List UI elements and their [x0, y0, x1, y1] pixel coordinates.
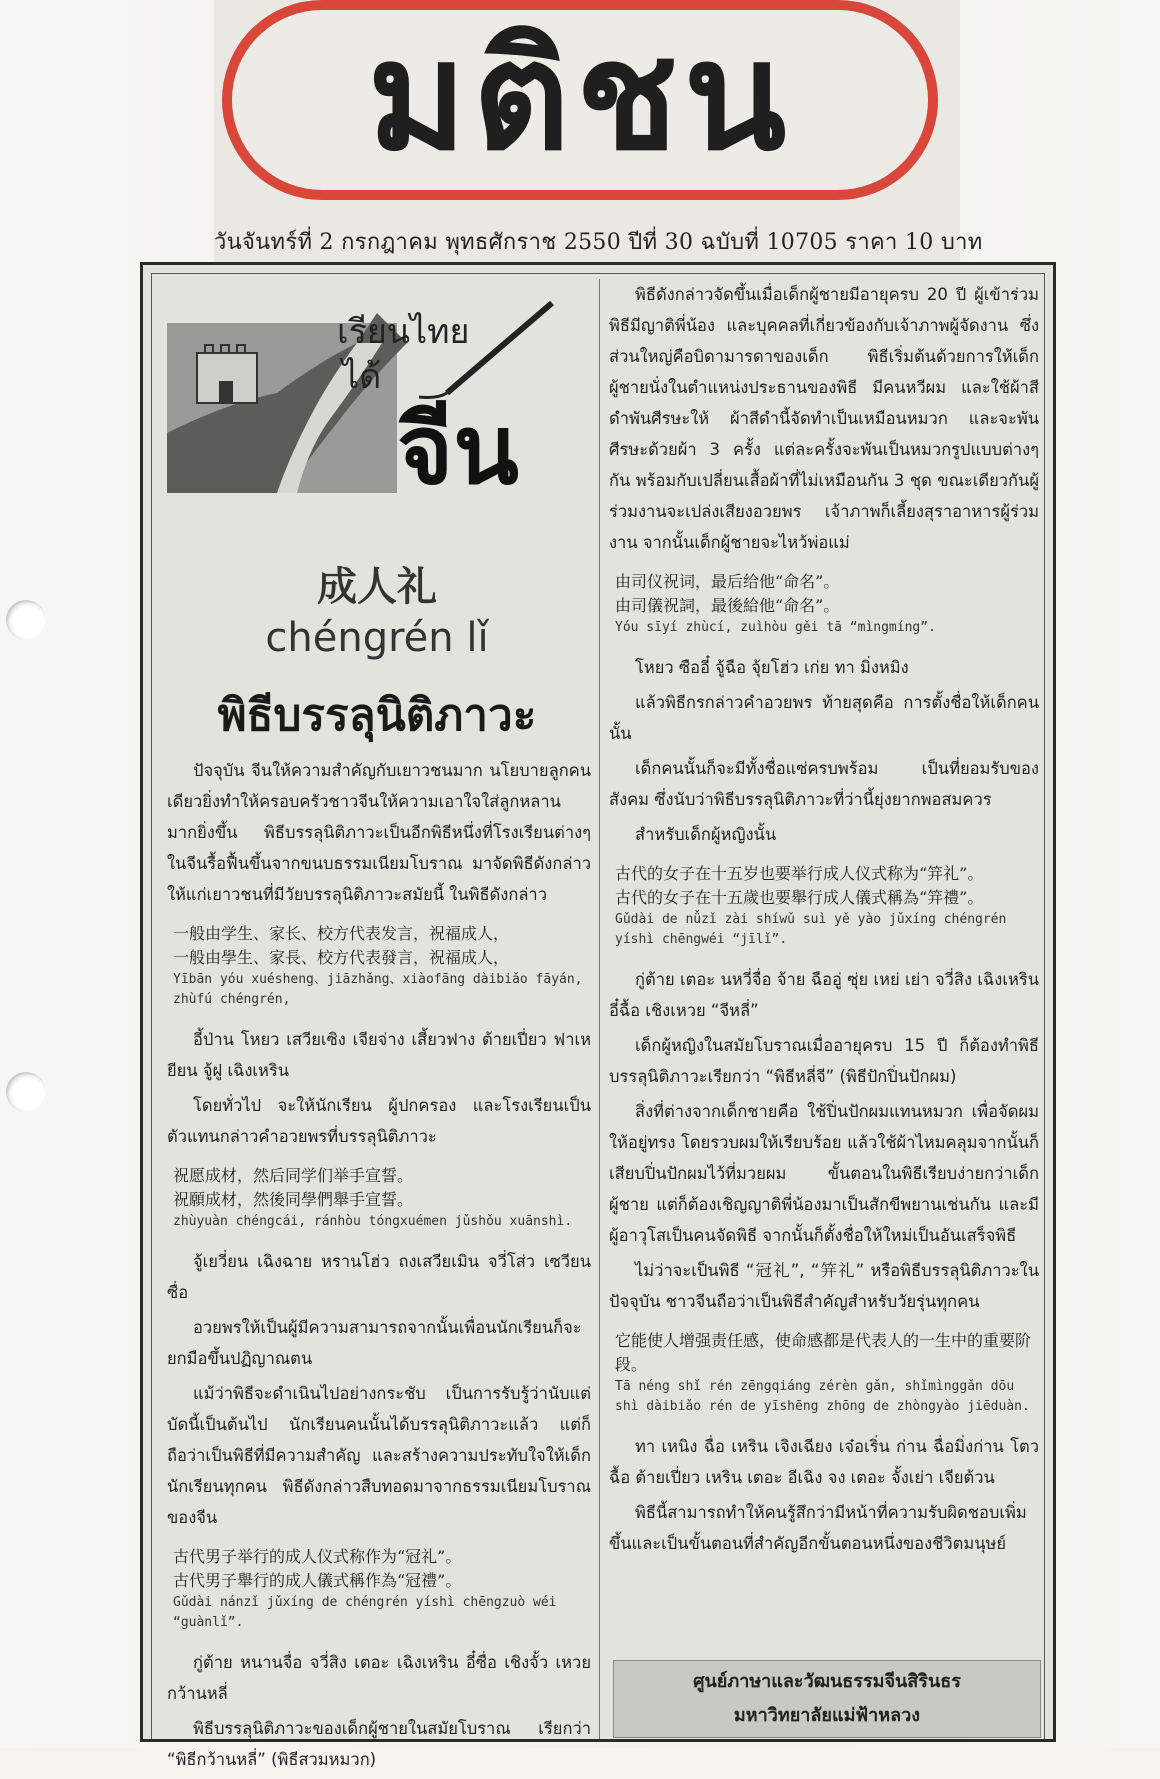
- left-body: [167, 755, 591, 1779]
- right-chinese-block-1: [615, 570, 1039, 638]
- right-paragraph-8: สิ่งที่ต่างจากเด็กชายคือ ใช้ปิ่นปักผมแทนหมวก เพื่อจัดผมให้อยู่ทรง โดยรวบผมให้เรียบร้อย แล้วใช้ผ้าไหมคลุมจากนั้นก็เสียบปิ่นปักผมไว้ที่มวยผม ขั้นตอนในพิธีเรียบง่ายกว่าเด็กผู้ชาย แต่ก็ต้องเชิญญาติพี่น้องมาเป็นสักขีพยานเช่นกัน และมีผู้อาวุโสเป็นคนจัดพิธี จากนั้นก็ตั้งชื่อให้ใหม่เป็นอันเสร็จพิธี: [609, 1102, 1039, 1245]
- chinese-simplified: 古代男子举行的成人仪式称作为“冠礼”。: [173, 1547, 462, 1566]
- tower-door: [219, 381, 233, 403]
- left-chinese-block-3: [173, 1545, 591, 1633]
- article-box: [140, 262, 1056, 1769]
- badge-line2: ได้: [342, 357, 382, 397]
- pinyin-line: Gǔdài nánzǐ jǔxíng de chéngrén yíshì chēngzuò wéi “guànlǐ”.: [173, 1595, 557, 1630]
- binder-hole-top: [6, 600, 46, 640]
- right-paragraph-10: ทา เหนิง ฉื่อ เหริน เจิงเฉียง เจ๋อเริ่น ก่าน ฉื่อมิ่งก่าน โตว ฉื้อ ต้ายเปี่ยว เหริน เตอะ อีเฉิง จง เตอะ จั้งเย่า เจียต้วน: [609, 1437, 1039, 1487]
- left-paragraph-7: กู่ต้าย หนานจื่อ จวี่สิง เตอะ เฉิงเหริน อี๋ซื่อ เชิงจั้ว เหวย กว้านหลี่: [167, 1653, 591, 1703]
- right-paragraph-1: พิธีดังกล่าวจัดขึ้นเมื่อเด็กผู้ชายมีอายุครบ 20 ปี ผู้เข้าร่วมพิธีมีญาติพี่น้อง และบุคคลที่เกี่ยวข้องกับเจ้าภาพผู้จัดงาน ซึ่งส่วนใหญ่คือบิดามารดาของเด็ก พิธีเริ่มต้นด้วยการให้เด็กผู้ชายนั่งในตำแหน่งประธานของพิธี มีคนหวีผม และใช้ผ้าสีดำพันศีรษะให้ ผ้าสีดำนี้จัดทำเป็นเหมือนหมวก และจะพันศีรษะด้วยผ้า 3 ครั้ง แต่ละครั้งจะพันเป็นหมวกรูปแบบต่างๆ กัน พร้อมกับเปลี่ยนเสื้อผ้าที่ไม่เหมือนกัน 3 ชุด ขณะเดียวกันผู้ร่วมงานจะเปล่งเสียงอวยพร เจ้าภาพก็เลี้ยงสุราอาหารผู้ร่วมงาน จากนั้นเด็กผู้ชายจะไหว้พ่อแม่: [609, 285, 1039, 552]
- newspaper-logo: มติชน: [367, 10, 793, 184]
- credit-line-2: มหาวิทยาลัยแม่ฟ้าหลวง: [733, 1705, 921, 1726]
- headline-thai: พิธีบรรลุนิติภาวะ: [217, 690, 537, 741]
- chinese-simplified: 祝愿成材，然后同学们举手宣誓。: [173, 1166, 414, 1185]
- badge-line1: เรียนไทย: [337, 312, 470, 352]
- pinyin-line: Yībān yóu xuésheng、jiāzhǎng、xiàofāng dàibiǎo fāyán, zhùfú chéngrén,: [173, 972, 583, 1007]
- right-paragraph-3: แล้วพิธีกรกล่าวคำอวยพร ท้ายสุดคือ การตั้งชื่อให้เด็กคนนั้น: [609, 693, 1039, 743]
- right-paragraph-11: พิธีนี้สามารถทำให้คนรู้สึกว่ามีหน้าที่ความรับผิดชอบเพิ่มขึ้นและเป็นขั้นตอนที่สำคัญอีกขั้นตอนหนึ่งของชีวิตมนุษย์: [609, 1503, 1027, 1553]
- right-paragraph-5: สำหรับเด็กผู้หญิงนั้น: [635, 825, 777, 844]
- right-paragraph-6: กู่ต้าย เตอะ นหวี่จื่อ จ้าย ฉืออู่ ซุ่ย เหย่ เย่า จวี่สิง เฉิงเหริน อี๋ฉื้อ เชิงเหวย “จีหลี่”: [609, 970, 1039, 1020]
- left-paragraph-2: อี้ป่าน โหยว เสวียเซิง เจียจ่าง เสี้ยวฟาง ต้ายเปี่ยว ฟาเหยียน จู้ฝู เฉิงเหริน: [167, 1030, 591, 1080]
- pinyin-line: Yóu sīyí zhùcí, zuìhòu gěi tā “mìngmíng”.: [615, 620, 936, 635]
- column-divider: [599, 279, 600, 1739]
- binder-hole-bottom: [6, 1072, 46, 1112]
- chinese-traditional: 一般由學生、家長、校方代表發言，祝福成人，: [173, 948, 510, 967]
- pinyin-line: Tā néng shǐ rén zēngqiáng zérèn gǎn, shǐmìnggǎn dōu shì dàibiǎo rén de yīshēng zhōng de zhòngyào jiēduàn.: [615, 1379, 1030, 1414]
- right-chinese-block-2: [615, 862, 1039, 950]
- pinyin-line: zhùyuàn chéngcái, ránhòu tóngxuémen jǔshǒu xuānshì.: [173, 1214, 573, 1229]
- headline-pinyin: chéngrén lǐ: [265, 615, 489, 661]
- right-chinese-block-3: [615, 1329, 1039, 1417]
- chinese-simplified: 一般由学生、家长、校方代表发言，祝福成人，: [173, 924, 510, 943]
- chinese-traditional: 祝願成材，然後同學們舉手宣誓。: [173, 1190, 414, 1209]
- left-chinese-block-2: [173, 1164, 591, 1232]
- great-wall-illustration: [167, 283, 587, 493]
- left-paragraph-6: แม้ว่าพิธีจะดำเนินไปอย่างกระชับ เป็นการรับรู้ว่านับแต่บัดนี้เป็นต้นไป นักเรียนคนนั้นได้บรรลุนิติภาวะแล้ว แต่ก็ถือว่าเป็นพิธีที่มีความสำคัญ และสร้างความประทับใจให้เด็กนักเรียนทุกคน พิธีดังกล่าวสืบทอดมาจากธรรมเนียมโบราณของจีน: [167, 1384, 591, 1527]
- left-paragraph-1: ปัจจุบัน จีนให้ความสำคัญกับเยาวชนมาก นโยบายลูกคนเดียวยิ่งทำให้ครอบครัวชาวจีนให้ความเอาใจใส่ลูกหลานมากยิ่งขึ้น พิธีบรรลุนิติภาวะเป็นอีกพิธีหนึ่งที่โรงเรียนต่างๆ ในจีนรื้อฟื้นขึ้นจากขนบธรรมเนียมโบราณ มาจัดพิธีดังกล่าวให้แก่เยาวชนที่มีวัยบรรลุนิติภาวะสมัยนี้ ในพิธีดังกล่าว: [167, 761, 591, 904]
- left-paragraph-8: พิธีบรรลุนิติภาวะของเด็กผู้ชายในสมัยโบราณ เรียกว่า “พิธีกว้านหลี่” (พิธีสวมหมวก): [167, 1719, 591, 1769]
- right-paragraph-4: เด็กคนนั้นก็จะมีทั้งชื่อแซ่ครบพร้อม เป็นที่ยอมรับของสังคม ซึ่งนับว่าพิธีบรรลุนิติภาวะที่ว่านี้ยุ่งยากพอสมควร: [609, 759, 1039, 809]
- left-paragraph-4: จู้เยวี่ยน เฉิงฉาย หรานโฮ่ว ถงเสวียเมิน จวี่โส่ว เซวียนซื่อ: [167, 1252, 591, 1302]
- badge-line3: จีน: [397, 394, 519, 493]
- left-chinese-block-1: [173, 922, 591, 1010]
- chinese-simplified: 由司仪祝词，最后给他“命名”。: [615, 572, 840, 591]
- right-paragraph-9: ไม่ว่าจะเป็นพิธี “冠礼”, “笄礼” หรือพิธีบรรลุนิติภาวะในปัจจุบัน ชาวจีนถือว่าเป็นพิธีสำคัญสำหรับวัยรุ่นทุกคน: [609, 1261, 1039, 1311]
- dateline: วันจันทร์ที่ 2 กรกฎาคม พุทธศักราช 2550 ปีที่ 30 ฉบับที่ 10705 ราคา 10 บาท: [214, 230, 983, 255]
- right-body: [609, 279, 1039, 1563]
- chinese-traditional: 古代的女子在十五歲也要舉行成人儀式稱為“笄禮”。: [615, 888, 984, 907]
- credit-box: [613, 1660, 1041, 1738]
- chinese-traditional: 古代男子舉行的成人儀式稱作為“冠禮”。: [173, 1571, 462, 1590]
- right-paragraph-2: โหยว ซืออี๋ จู้ฉือ จุ้ยโฮ่ว เก่ย ทา มิ่งหมิง: [635, 658, 909, 677]
- left-paragraph-5: อวยพรให้เป็นผู้มีความสามารถจากนั้นเพื่อนนักเรียนก็จะยกมือขึ้นปฏิญาณตน: [167, 1318, 582, 1368]
- headline-chinese: 成人礼: [317, 563, 437, 610]
- pinyin-line: Gǔdài de nǚzǐ zài shíwǔ suì yě yào jǔxíng chéngrén yíshì chēngwéi “jīlǐ”.: [615, 912, 1007, 947]
- chinese-simplified: 古代的女子在十五岁也要举行成人仪式称为“笄礼”。: [615, 864, 984, 883]
- credit-line-1: ศูนย์ภาษาและวัฒนธรรมจีนสิรินธร: [693, 1671, 961, 1692]
- logo-frame: [222, 0, 938, 200]
- chinese-traditional: 由司儀祝詞，最後給他“命名”。: [615, 596, 840, 615]
- masthead: [214, 0, 983, 262]
- right-paragraph-7: เด็กผู้หญิงในสมัยโบราณเมื่ออายุครบ 15 ปี ก็ต้องทำพิธีบรรลุนิติภาวะเรียกว่า “พิธีหลี่จี” (พิธีปักปิ่นปักผม): [609, 1036, 1039, 1086]
- chinese-simplified: 它能使人增强责任感，使命感都是代表人的一生中的重要阶段。: [615, 1331, 1032, 1374]
- left-paragraph-3: โดยทั่วไป จะให้นักเรียน ผู้ปกครอง และโรงเรียนเป็นตัวแทนกล่าวคำอวยพรที่บรรลุนิติภาวะ: [167, 1096, 591, 1146]
